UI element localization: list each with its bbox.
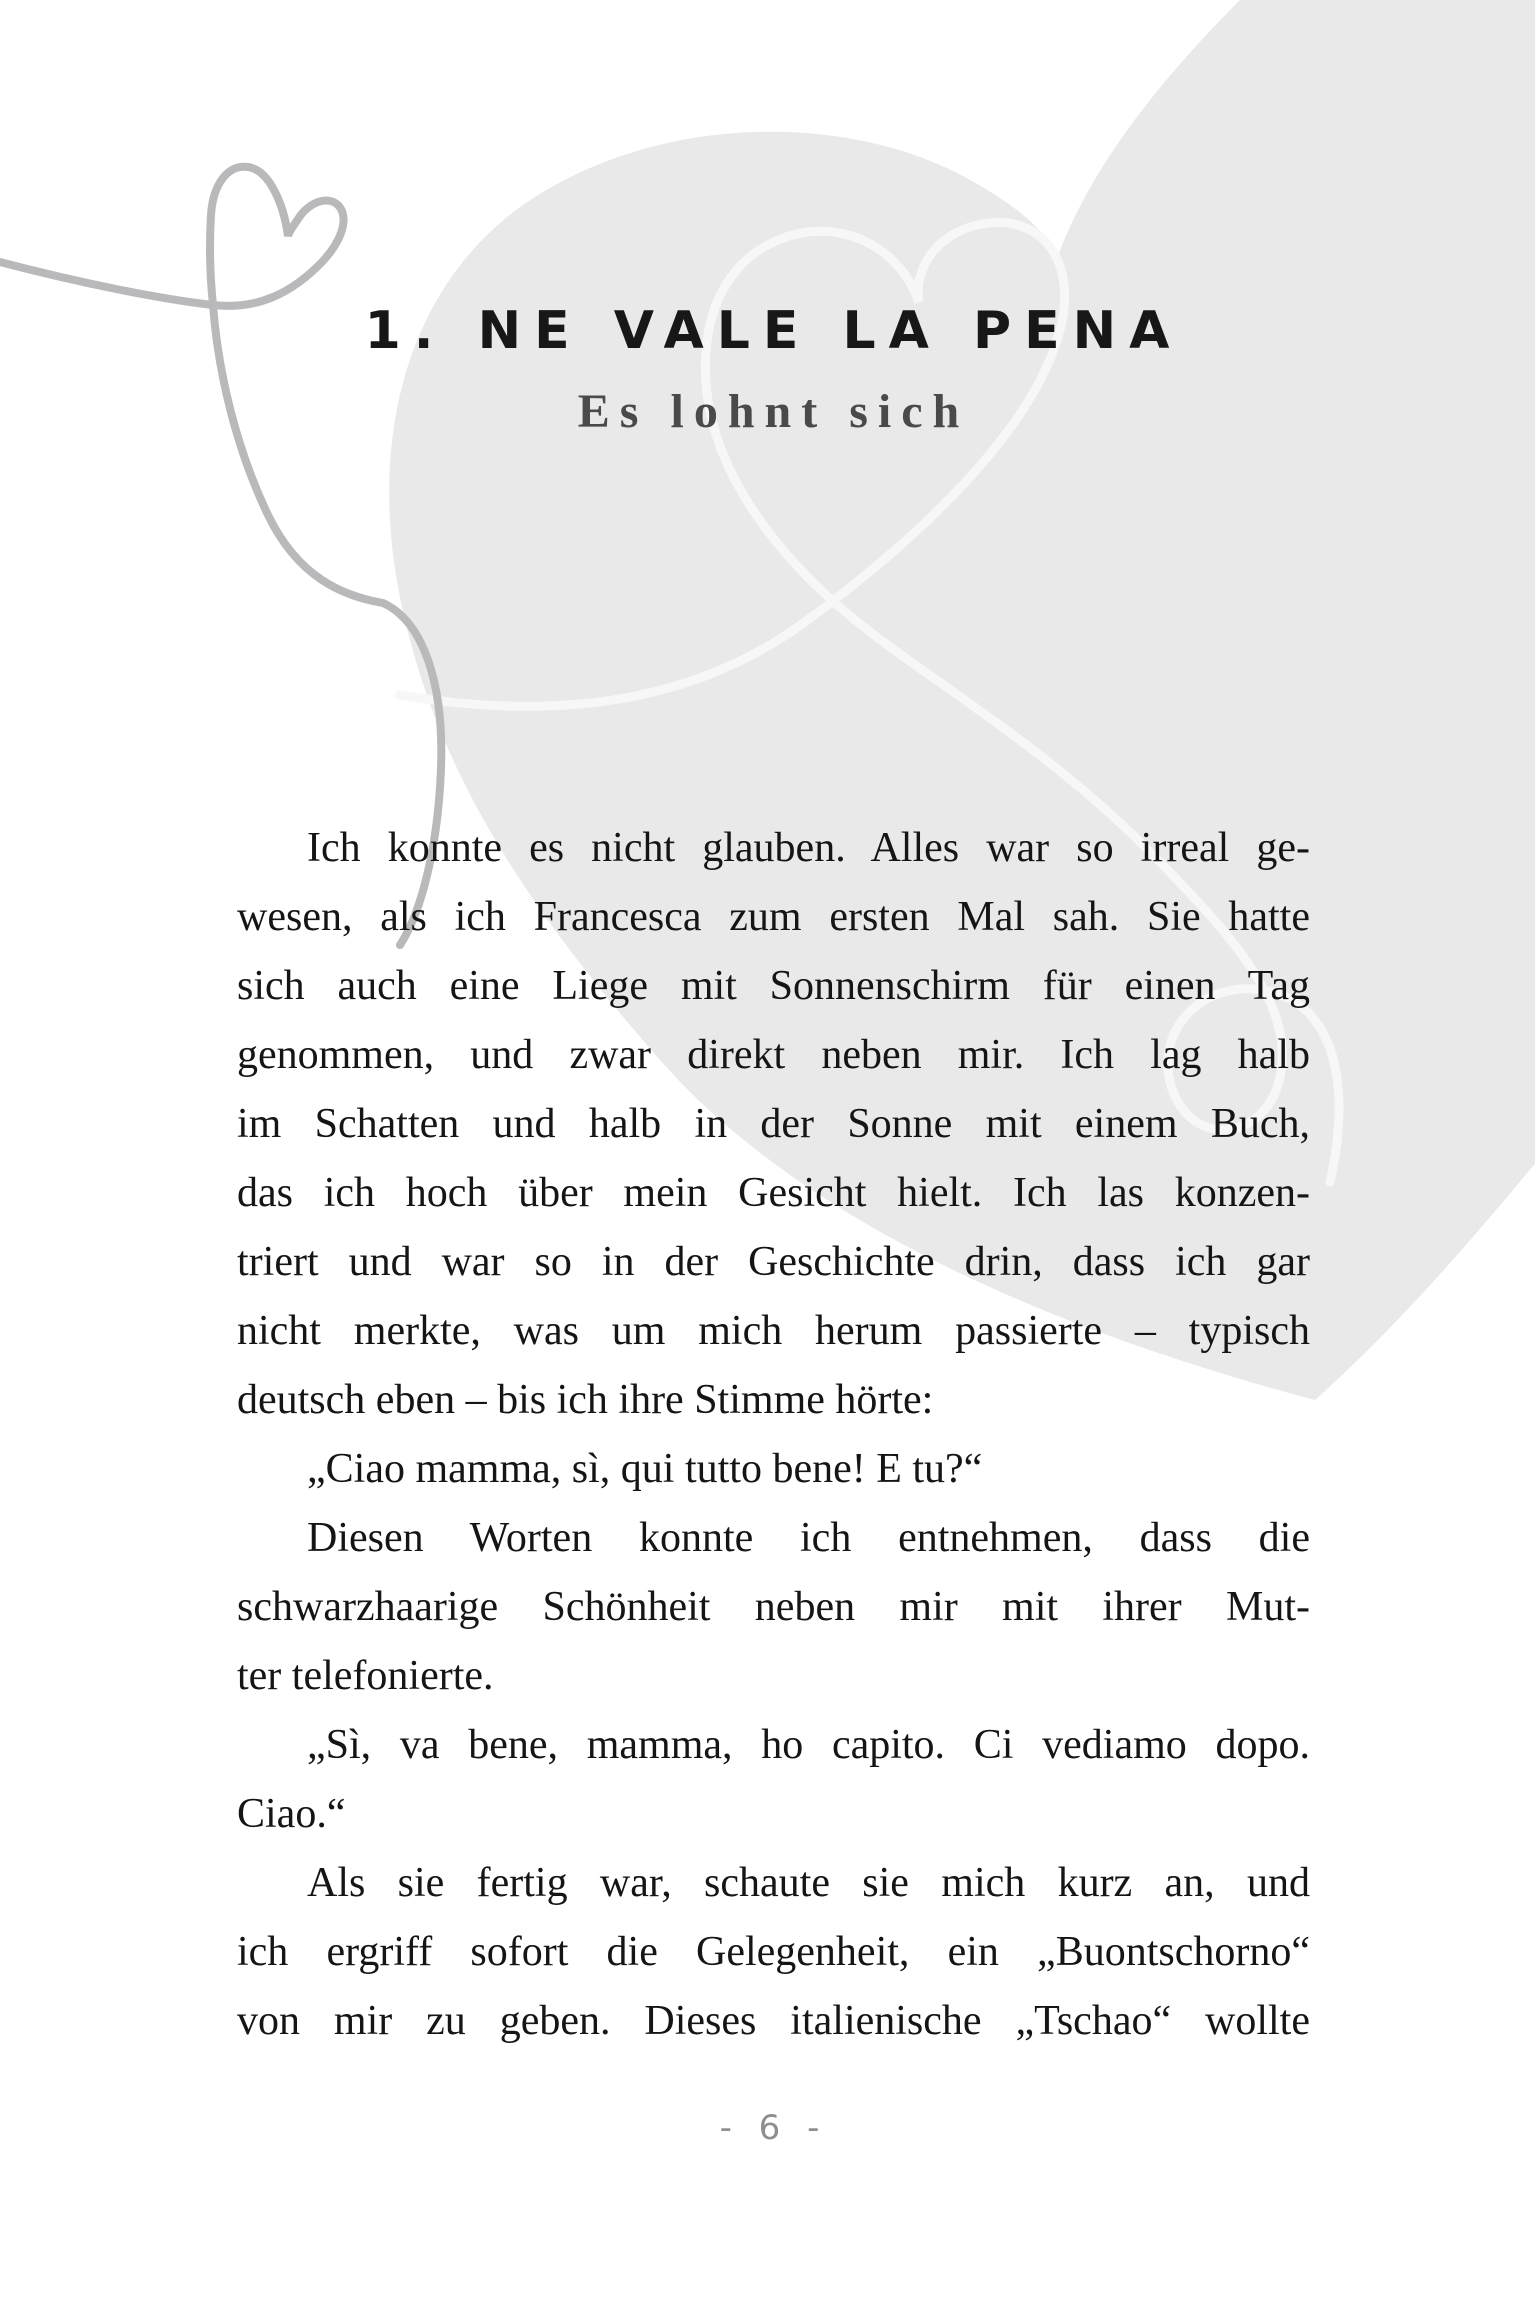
body-line: ich ergriff sofort die Gelegenheit, ein „Buontschorno“ [237, 1929, 1310, 1975]
body-line: triert und war so in der Geschichte drin, dass ich gar [237, 1239, 1310, 1285]
body-line: „Ciao mamma, sì, qui tutto bene! E tu?“ [307, 1446, 983, 1492]
body-line: Diesen Worten konnte ich entnehmen, dass die [307, 1515, 1310, 1561]
body-line: Als sie fertig war, schaute sie mich kurz an, und [307, 1860, 1310, 1906]
body-line: Ich konnte es nicht glauben. Alles war so irreal ge- [307, 825, 1310, 871]
chapter-title: 1. NE VALE LA PENA [364, 301, 1183, 361]
body-line: genommen, und zwar direkt neben mir. Ich lag halb [237, 1032, 1310, 1078]
body-line: Ciao.“ [237, 1791, 346, 1837]
body-line: schwarzhaarige Schönheit neben mir mit ihrer Mut- [237, 1584, 1310, 1630]
body-line: „Sì, va bene, mamma, ho capito. Ci vediamo dopo. [307, 1722, 1310, 1768]
body-text-block [237, 814, 1310, 2056]
body-line: das ich hoch über mein Gesicht hielt. Ich las konzen- [237, 1170, 1310, 1216]
body-line: sich auch eine Liege mit Sonnenschirm für einen Tag [237, 963, 1310, 1009]
body-line: ter telefonierte. [237, 1653, 494, 1699]
page-number: - 6 - [719, 2108, 828, 2148]
body-line: nicht merkte, was um mich herum passierte – typisch [237, 1308, 1310, 1354]
body-line: wesen, als ich Francesca zum ersten Mal sah. Sie hatte [237, 894, 1310, 940]
chapter-header [237, 296, 1310, 444]
body-line: von mir zu geben. Dieses italienische „Tschao“ wollte [237, 1998, 1310, 2044]
chapter-subtitle: Es lohnt sich [577, 385, 970, 438]
body-line: im Schatten und halb in der Sonne mit einem Buch, [237, 1101, 1310, 1147]
body-line: deutsch eben – bis ich ihre Stimme hörte: [237, 1377, 934, 1423]
